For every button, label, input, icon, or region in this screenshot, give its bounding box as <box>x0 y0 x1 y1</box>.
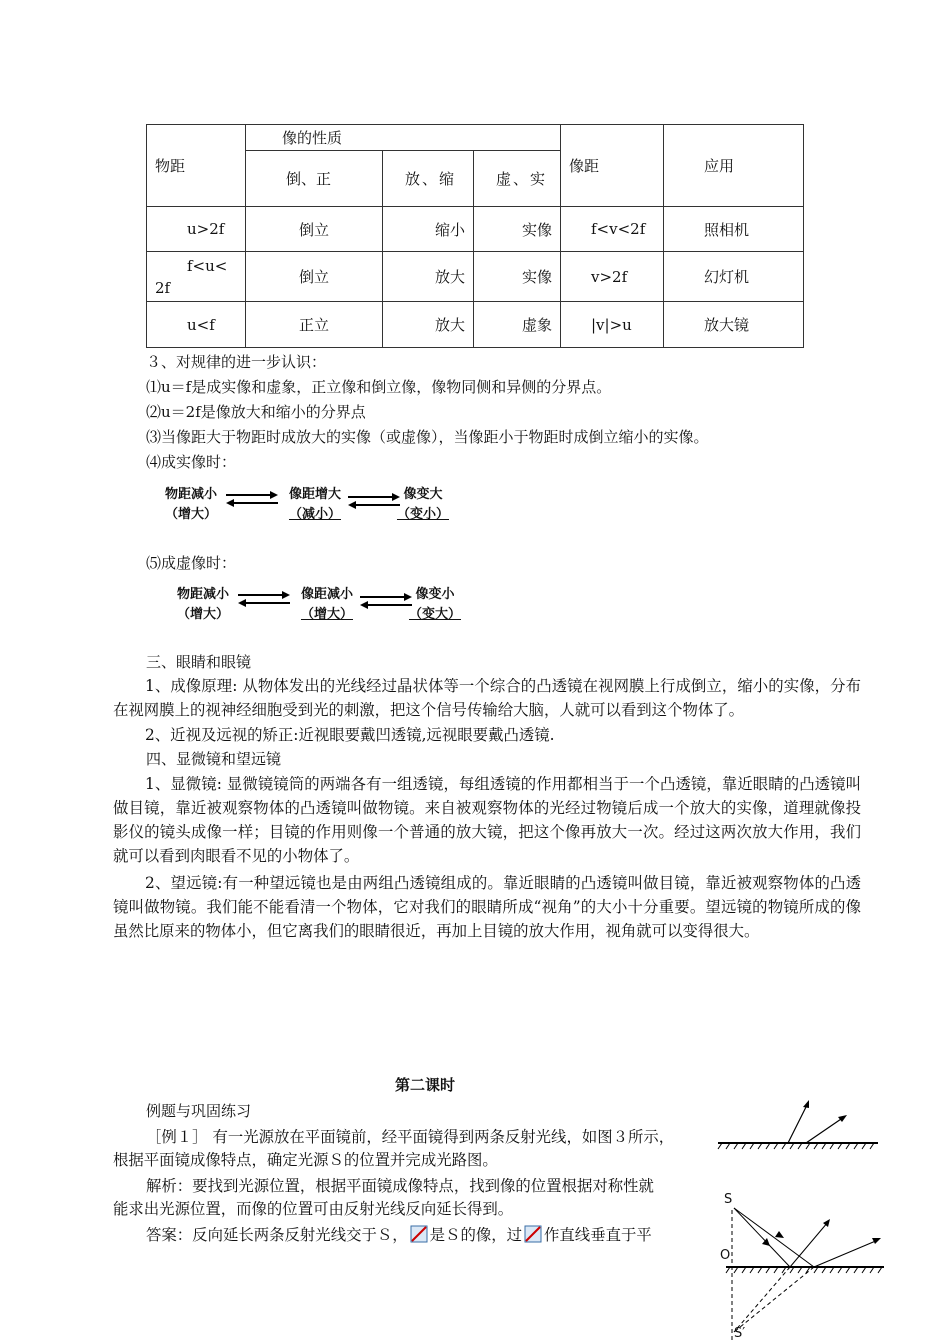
reflected-ray-2 <box>814 1240 878 1267</box>
header-image-nature: 像的性质 <box>246 125 561 151</box>
cell-app: 照相机 <box>664 207 804 252</box>
answer-figure <box>712 1192 892 1344</box>
cell-u: u<f <box>147 302 246 348</box>
cell-size: 放大 <box>383 252 474 302</box>
incident-ray-2 <box>734 1208 814 1267</box>
cell-orient: 倒立 <box>246 207 383 252</box>
rule-1: ⑴u＝f是成实像和虚象，正立像和倒立像，像物同侧和异侧的分界点。 <box>146 378 612 396</box>
label-o: O <box>720 1248 731 1263</box>
eye-heading: 三、眼睛和眼镜 <box>146 653 252 671</box>
cell-app: 幻灯机 <box>664 252 804 302</box>
header-size-text: 放、缩 <box>405 169 457 188</box>
scope-para-1: 1、显微镜: 显微镜镜筒的两端各有一组透镜，每组透镜的作用都相当于一个凸透镜，靠近眼睛的凸透镜叫做目镜，靠近被观察物体的凸透镜叫做物镜。来自被观察物体的光经过物镜后成一个放大的实像，道理就像投影仪的镜头成像一样；目镜的作用则像一个普通的放大镜，把这个像再放大一次。经过这两次放大作用，我们就可以看到肉眼看不见的小物体了。 <box>113 775 861 865</box>
reflected-ray-1 <box>788 1103 808 1143</box>
lesson-title: 第二课时 <box>394 1076 455 1094</box>
arrow-icon <box>775 1231 784 1238</box>
rules-title: ３、对规律的进一步认识： <box>146 353 327 371</box>
double-arrow-icon <box>346 493 402 509</box>
reflected-ray-2 <box>806 1117 844 1143</box>
flow-image-size-alt: （变大） <box>408 607 461 622</box>
arrow-icon <box>803 1100 809 1108</box>
arrow-icon <box>838 1115 847 1122</box>
image-placeholder-icon <box>524 1225 542 1243</box>
rule-2: ⑵u＝2f是像放大和缩小的分界点 <box>146 403 366 421</box>
image-placeholder-icon <box>410 1225 428 1243</box>
answer-ray-diagram <box>712 1192 892 1344</box>
virtual-image-flow-diagram <box>162 583 492 625</box>
label-s-prime: S′ <box>734 1326 746 1341</box>
lens-imaging-table <box>146 124 804 348</box>
rule-3: ⑶当像距大于物距时成放大的实像（或虚像），当像距小于物距时成倒立缩小的实像。 <box>146 428 709 446</box>
label-s: S <box>724 1192 733 1207</box>
example-1-line-2: 根据平面镜成像特点，确定光源Ｓ的位置并完成光路图。 <box>113 1151 498 1169</box>
cell-orient: 倒立 <box>246 252 383 302</box>
figure-3-mirror-rays <box>712 1095 882 1155</box>
flow-image-size: 像变大 <box>403 487 443 502</box>
cell-u-text: f<u<2f <box>155 256 228 297</box>
flow-image-distance-alt: （增大） <box>300 607 353 622</box>
cell-v: f<v<2f <box>561 207 664 252</box>
header-orientation: 倒、正 <box>246 151 383 207</box>
arrow-icon <box>872 1238 881 1244</box>
flow-image-size-alt: （变小） <box>396 507 449 522</box>
cell-v: v>2f <box>561 252 664 302</box>
header-real <box>474 151 561 207</box>
flow-object-distance-alt: （增大） <box>164 507 217 522</box>
exercise-subtitle: 例题与巩固练习 <box>146 1102 252 1120</box>
arrow-icon <box>823 1219 830 1227</box>
cell-v: |v|>u <box>561 302 664 348</box>
double-arrow-icon <box>224 491 280 507</box>
cell-size: 缩小 <box>383 207 474 252</box>
extension-dashed-2 <box>734 1267 814 1332</box>
cell-app: 放大镜 <box>664 302 804 348</box>
real-image-flow-diagram <box>150 483 480 525</box>
header-size <box>383 151 474 207</box>
header-real-text: 虚、实 <box>496 169 548 188</box>
rule-5: ⑸成虚像时： <box>146 554 237 572</box>
extension-dashed-1 <box>734 1267 790 1332</box>
cell-orient: 正立 <box>246 302 383 348</box>
table-row <box>147 302 804 348</box>
double-arrow-icon <box>236 591 292 607</box>
reflected-ray-1 <box>790 1222 828 1267</box>
flow-object-distance-alt: （增大） <box>176 607 229 622</box>
flow-image-distance-alt: （减小） <box>288 507 341 522</box>
answer-part-3: 作直线垂直于平 <box>544 1226 652 1244</box>
header-application: 应用 <box>664 125 804 207</box>
answer-line <box>146 1223 652 1245</box>
analysis-line-2: 能求出光源位置，而像的位置可由反射光线反向延长得到。 <box>113 1200 514 1218</box>
scope-heading: 四、显微镜和望远镜 <box>146 750 282 768</box>
scope-para-2: 2、望远镜:有一种望远镜也是由两组凸透镜组成的。靠近眼睛的凸透镜叫做目镜，靠近被观察物体的凸透镜叫做物镜。我们能不能看清一个物体，它对我们的眼睛所成“视角”的大小十分重要。望远镜的物镜所成的像虽然比原来的物体小，但它离我们的眼睛很近，再加上目镜的放大作用，视角就可以变得很大。 <box>113 874 861 940</box>
table-row <box>147 252 804 302</box>
answer-part-2: 是Ｓ的像，过 <box>429 1226 523 1244</box>
example-1-line-1: ［例１］ 有一光源放在平面镜前，经平面镜得到两条反射光线，如图３所示， <box>146 1128 675 1146</box>
cell-real: 实像 <box>474 252 561 302</box>
flow-object-distance: 物距减小 <box>164 487 217 502</box>
eye-para-1: 1、成像原理: 从物体发出的光线经过晶状体等一个综合的凸透镜在视网膜上行成倒立，缩小的实像，分布在视网膜上的视神经细胞受到光的刺激，把这个信号传输给大脑，人就可以看到这个物体了。 <box>113 677 861 719</box>
flow-image-distance: 像距增大 <box>288 487 341 502</box>
cell-u: u>2f <box>147 207 246 252</box>
flow-image-size: 像变小 <box>415 587 455 602</box>
answer-part-1: 答案：反向延长两条反射光线交于Ｓ， <box>146 1226 408 1244</box>
cell-real: 虚象 <box>474 302 561 348</box>
table-row <box>147 207 804 252</box>
header-object-distance: 物距 <box>147 125 246 207</box>
cell-size: 放大 <box>383 302 474 348</box>
header-image-distance: 像距 <box>561 125 664 207</box>
analysis-line-1: 解析：要找到光源位置，根据平面镜成像特点，找到像的位置根据对称性就 <box>146 1177 654 1195</box>
double-arrow-icon <box>358 593 414 609</box>
flow-object-distance: 物距减小 <box>176 587 229 602</box>
flow-image-distance: 像距减小 <box>300 587 353 602</box>
cell-real: 实像 <box>474 207 561 252</box>
cell-u <box>147 252 246 302</box>
rule-4: ⑷成实像时： <box>146 453 237 471</box>
eye-para-2: 2、近视及远视的矫正:近视眼要戴凹透镜,远视眼要戴凸透镜. <box>145 726 555 744</box>
